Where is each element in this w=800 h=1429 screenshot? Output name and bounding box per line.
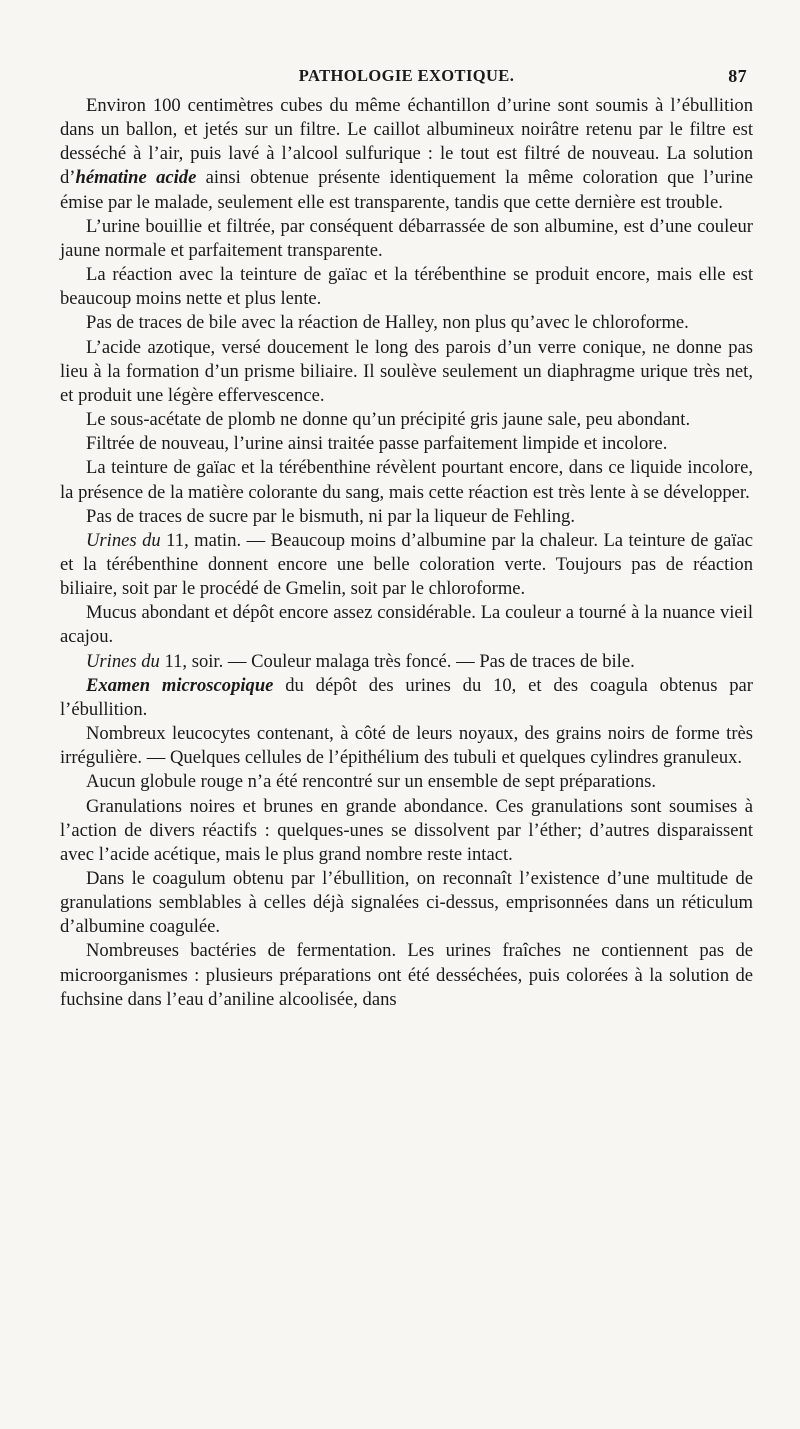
paragraph: L’urine bouillie et filtrée, par conséquent débarrassée de son albumine, est d’une couleur jaune normale et parfaitement transparente. <box>60 215 753 261</box>
paragraph: Urines du 11, matin. — Beaucoup moins d’albumine par la chaleur. La teinture de gaïac et la térébenthine donnent encore une belle coloration verte. Toujours pas de réaction biliaire, soit par le procédé de Gmelin, soit par le chloroforme. <box>60 529 754 600</box>
section-lead: Urines du <box>86 650 160 672</box>
paragraph: Le sous-acétate de plomb ne donne qu’un précipité gris jaune sale, peu abondant. <box>86 409 691 431</box>
paragraph: Filtrée de nouveau, l’urine ainsi traitée passe parfaitement limpide et incolore. <box>86 433 668 455</box>
paragraph: Environ 100 centimètres cubes du même échantillon d’urine sont soumis à l’ébullition dans un ballon, et jetés sur un filtre. Le caillot albumineux noirâtre retenu par le filtre est desséché à l’air, puis lavé à l’alcool sulfurique : le tout est filtré de nouveau. La solution d’hématine acide ainsi obtenue présente identiquement la même coloration que l’urine émise par le malade, seulement elle est transparente, tandis que cette dernière est trouble. <box>60 95 753 213</box>
paragraph: Granulations noires et brunes en grande abondance. Ces granulations sont soumises à l’action de divers réactifs : quelques-unes se dissolvent par l’éther; d’autres disparaissent avec l’acide acétique, mais le plus grand nombre reste intact. <box>60 795 753 865</box>
paragraph: La teinture de gaïac et la térébenthine révèlent pourtant encore, dans ce liquide incolore, la présence de la matière colorante du sang, mais cette réaction est très lente à se développer. <box>60 457 753 503</box>
paragraph: Mucus abondant et dépôt encore assez considérable. La couleur a tourné à la nuance vieil acajou. <box>60 602 753 648</box>
body-text <box>60 94 753 1012</box>
paragraph: Urines du 11, soir. — Couleur malaga très foncé. — Pas de traces de bile. <box>86 650 635 672</box>
emphasis-term: hématine acide <box>75 167 197 189</box>
paragraph: L’acide azotique, versé doucement le long des parois d’un verre conique, ne donne pas lieu à la formation d’un prisme biliaire. Il soulève seulement un diaphragme urique très net, et produit une légère effervescence. <box>60 336 753 406</box>
paragraph: Examen microscopique du dépôt des urines du 10, et des coagula obtenus par l’ébullition. <box>60 674 754 720</box>
paragraph: La réaction avec la teinture de gaïac et la térébenthine se produit encore, mais elle est beaucoup moins nette et plus lente. <box>60 264 753 310</box>
paragraph: Pas de traces de sucre par le bismuth, ni par la liqueur de Fehling. <box>86 505 575 527</box>
section-lead: Urines du <box>86 529 161 551</box>
paragraph: Dans le coagulum obtenu par l’ébullition, on reconnaît l’existence d’une multitude de granulations semblables à celles déjà signalées ci-dessus, emprisonnées dans un réticulum d’albumine coagulée. <box>60 868 753 938</box>
book-page <box>60 60 753 1012</box>
paragraph: Aucun globule rouge n’a été rencontré sur un ensemble de sept préparations. <box>86 771 657 793</box>
running-head <box>60 60 753 88</box>
page-number: 87 <box>728 66 747 86</box>
paragraph: Pas de traces de bile avec la réaction de Halley, non plus qu’avec le chloroforme. <box>86 312 689 334</box>
section-lead: Examen microscopique <box>86 674 274 696</box>
running-title: PATHOLOGIE EXOTIQUE. <box>298 66 515 85</box>
paragraph: Nombreuses bactéries de fermentation. Les urines fraîches ne contiennent pas de microorganismes : plusieurs préparations ont été desséchées, puis colorées à la solution de fuchsine dans l’eau d’aniline alcoolisée, dans <box>60 940 753 1010</box>
paragraph: Nombreux leucocytes contenant, à côté de leurs noyaux, des grains noirs de forme très irrégulière. — Quelques cellules de l’épithélium des tubuli et quelques cylindres granuleux. <box>60 723 753 769</box>
